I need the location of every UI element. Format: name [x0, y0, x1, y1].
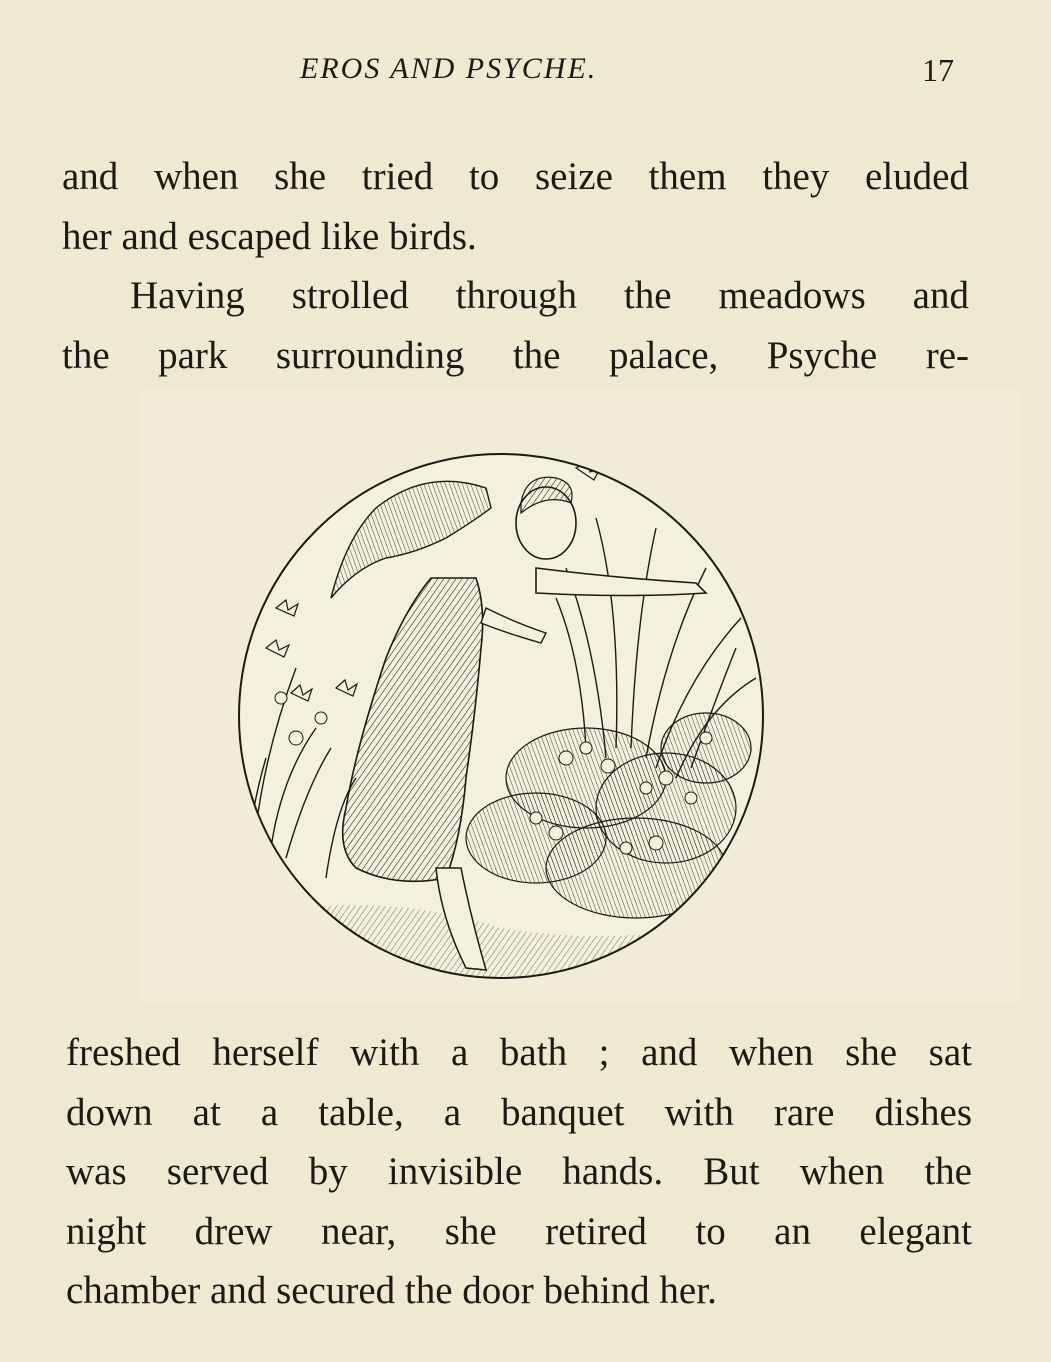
- psyche-running-illustration: [236, 448, 766, 988]
- text-line: down at a table, a banquet with rare dishes: [66, 1090, 972, 1134]
- paragraph-3: [66, 1023, 972, 1321]
- text-line: and when she tried to seize them they eluded: [62, 155, 969, 198]
- text-line: night drew near, she retired to an elegant: [66, 1209, 972, 1253]
- paragraph-1: [62, 147, 969, 266]
- text-line: freshed herself with a bath ; and when she sat: [66, 1031, 972, 1074]
- text-line: chamber and secured the door behind her.: [66, 1269, 717, 1312]
- text-line: was served by invisible hands. But when the: [66, 1150, 972, 1193]
- page-number: 17: [922, 52, 954, 88]
- text-line: Having strolled through the meadows and: [130, 274, 969, 317]
- running-title: EROS AND PSYCHE.: [300, 52, 598, 85]
- text-line: her and escaped like birds.: [62, 214, 477, 258]
- running-head: [0, 52, 1051, 92]
- text-line: the park surrounding the palace, Psyche re-: [62, 333, 969, 377]
- paragraph-2: [62, 266, 969, 385]
